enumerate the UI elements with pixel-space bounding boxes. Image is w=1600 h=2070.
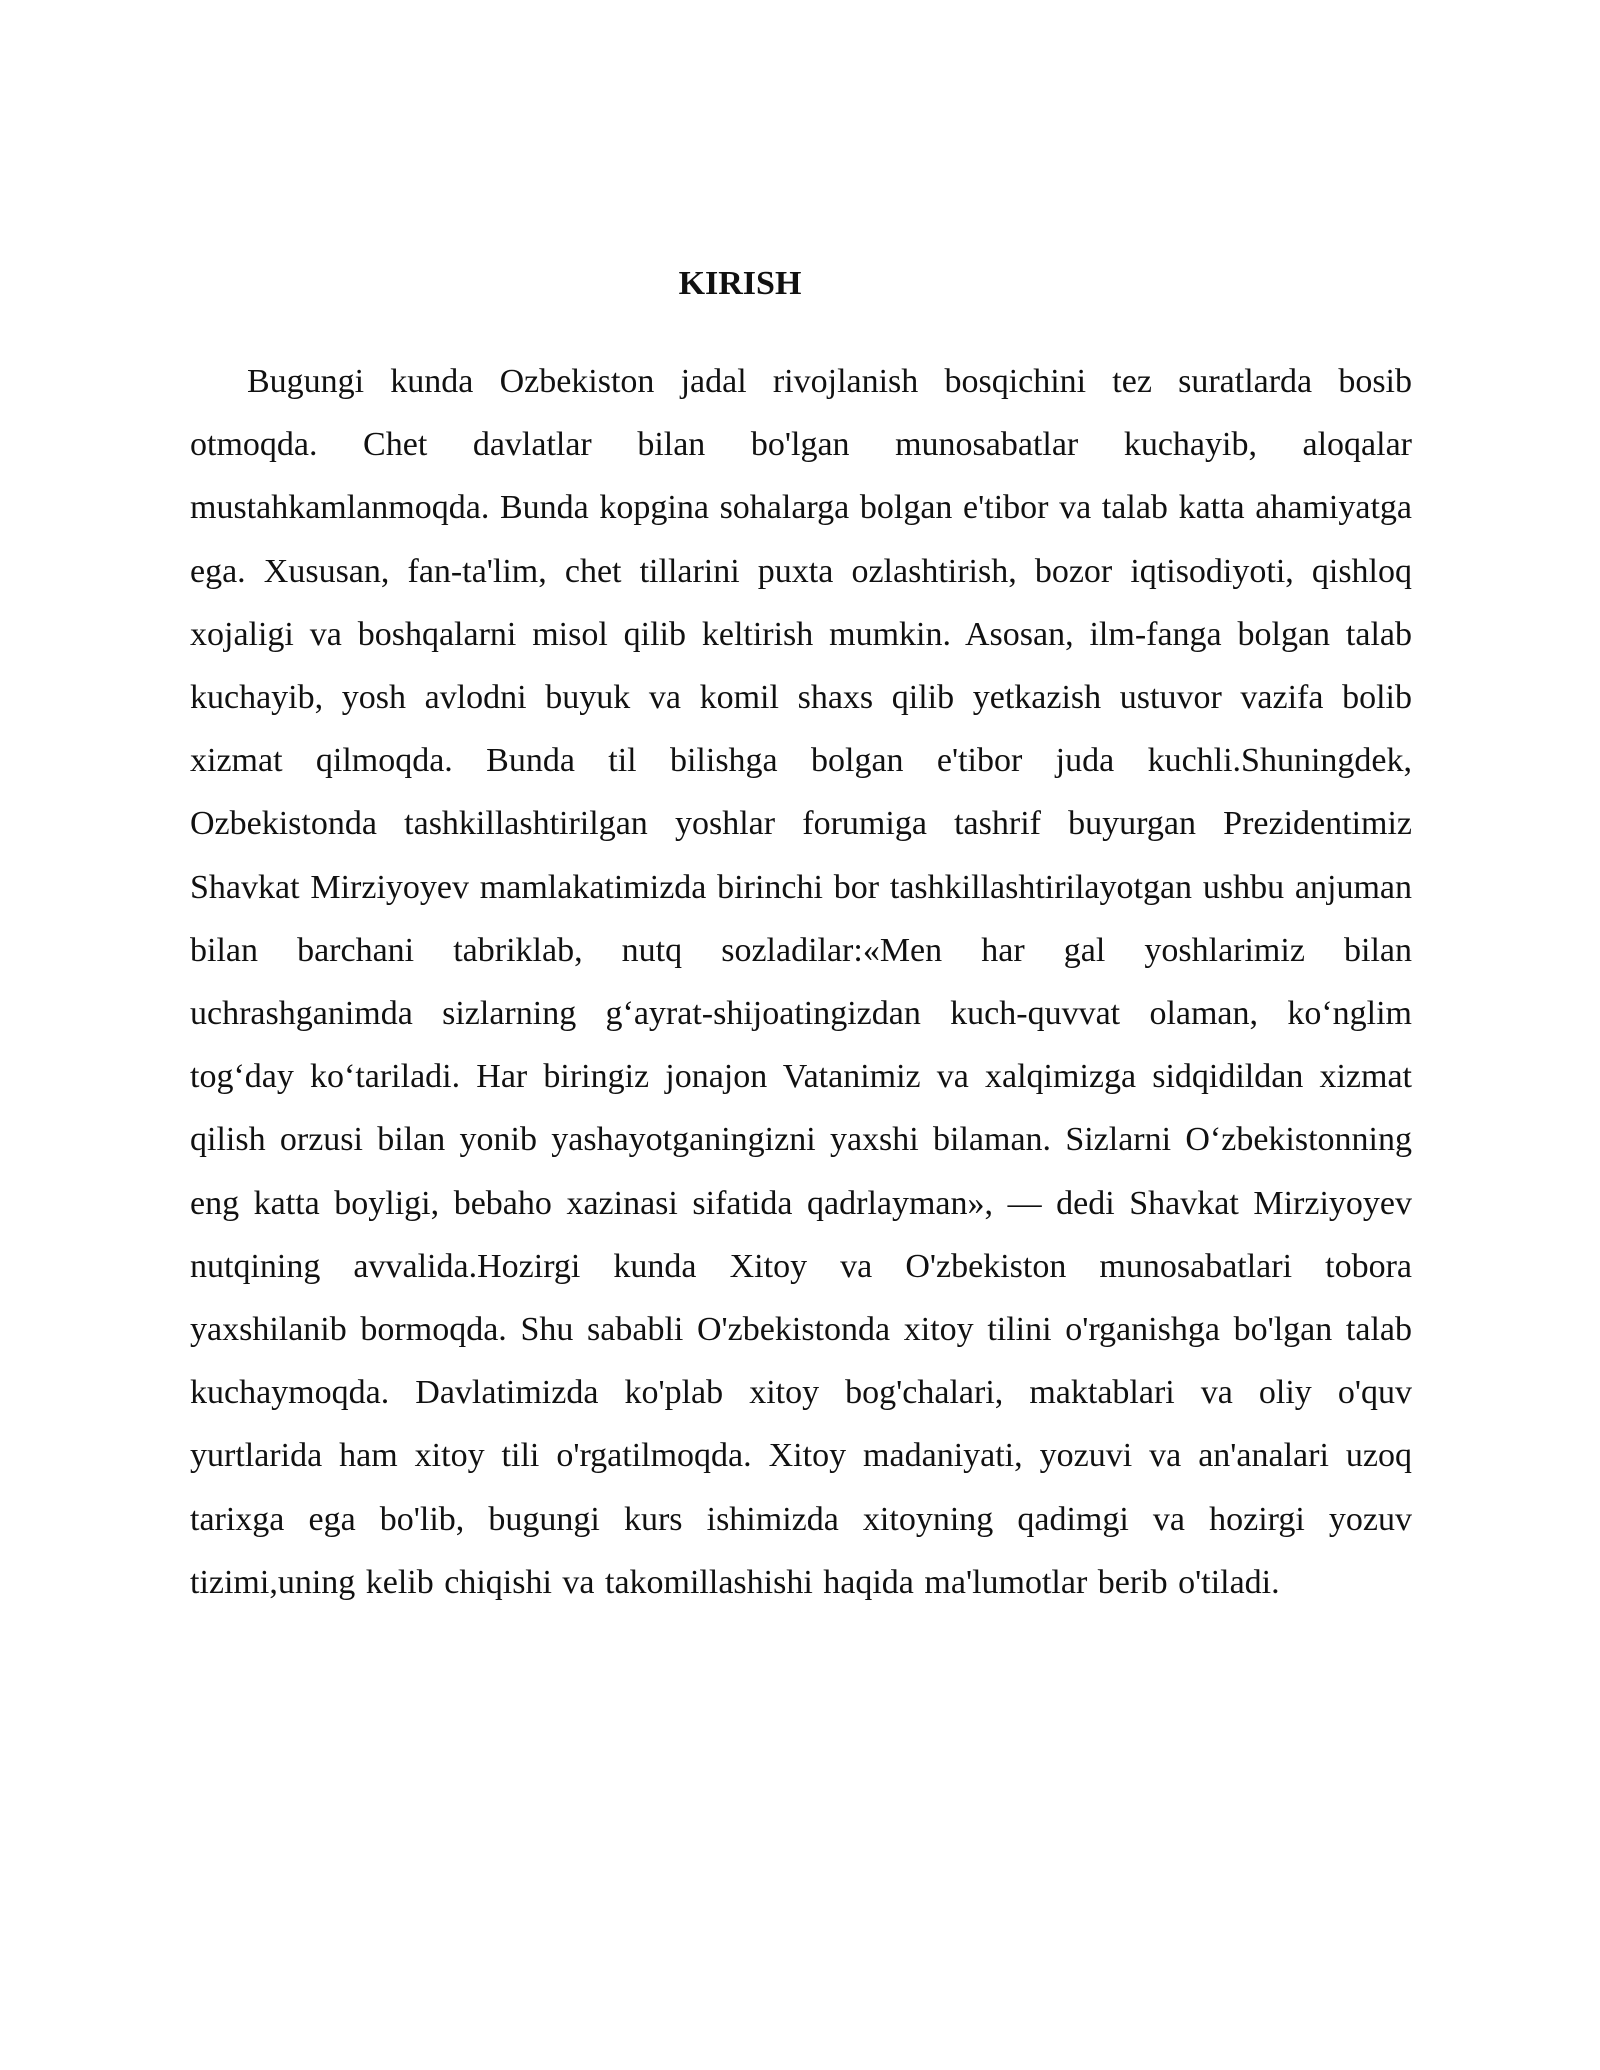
page-title: KIRISH — [678, 265, 802, 302]
body-paragraph: Bugungi kunda Ozbekiston jadal rivojlanish bosqichini tez suratlarda bosib otmoqda. Chet davlatlar bilan bo'lgan munosabatlar kuchayib, aloqalar mustahkamlanmoqda. Bunda kopgina sohalarga bolgan e'tibor va talab katta ahamiyatga ega. Xususan, fan-ta'lim, chet tillarini puxta ozlashtirish, bozor iqtisodiyoti, qishloq xojaligi va boshqalarni misol qilib keltirish mumkin. Asosan, ilm-fanga bolgan talab kuchayib, yosh avlodni buyuk va komil shaxs qilib yetkazish ustuvor vazifa bolib xizmat qilmoqda. Bunda til bilishga bolgan e'tibor juda kuchli.Shuningdek, Ozbekistonda tashkillashtirilgan yoshlar forumiga tashrif buyurgan Prezidentimiz Shavkat Mirziyoyev mamlakatimizda birinchi bor tashkillashtirilayotgan ushbu anjuman bilan barchani tabriklab, nutq sozladilar:«Men har gal yoshlarimiz bilan uchrashganimda sizlarning gʻayrat-shijoatingizdan kuch-quvvat olaman, koʻnglim togʻday koʻtariladi. Har biringiz jonajon Vatanimiz va xalqimizga sidqidildan xizmat qilish orzusi bilan yonib yashayotganingizni yaxshi bilaman. Sizlarni Oʻzbekistonning eng katta boyligi, bebaho xazinasi sifatida qadrlayman», — dedi Shavkat Mirziyoyev nutqining avvalida.Hozirgi kunda Xitoy va O'zbekiston munosabatlari tobora yaxshilanib bormoqda. Shu sababli O'zbekistonda xitoy tilini o'rganishga bo'lgan talab kuchaymoqda. Davlatimizda ko'plab xitoy bog'chalari, maktablari va oliy o'quv yurtlarida ham xitoy tili o'rgatilmoqda. Xitoy madaniyati, yozuvi va an'analari uzoq tarixga ega bo'lib, bugungi kurs ishimizda xitoyning qadimgi va hozirgi yozuv tizimi,uning kelib chiqishi va takomillashishi haqida ma'lumotlar berib o'tiladi. — [190, 363, 1412, 1601]
